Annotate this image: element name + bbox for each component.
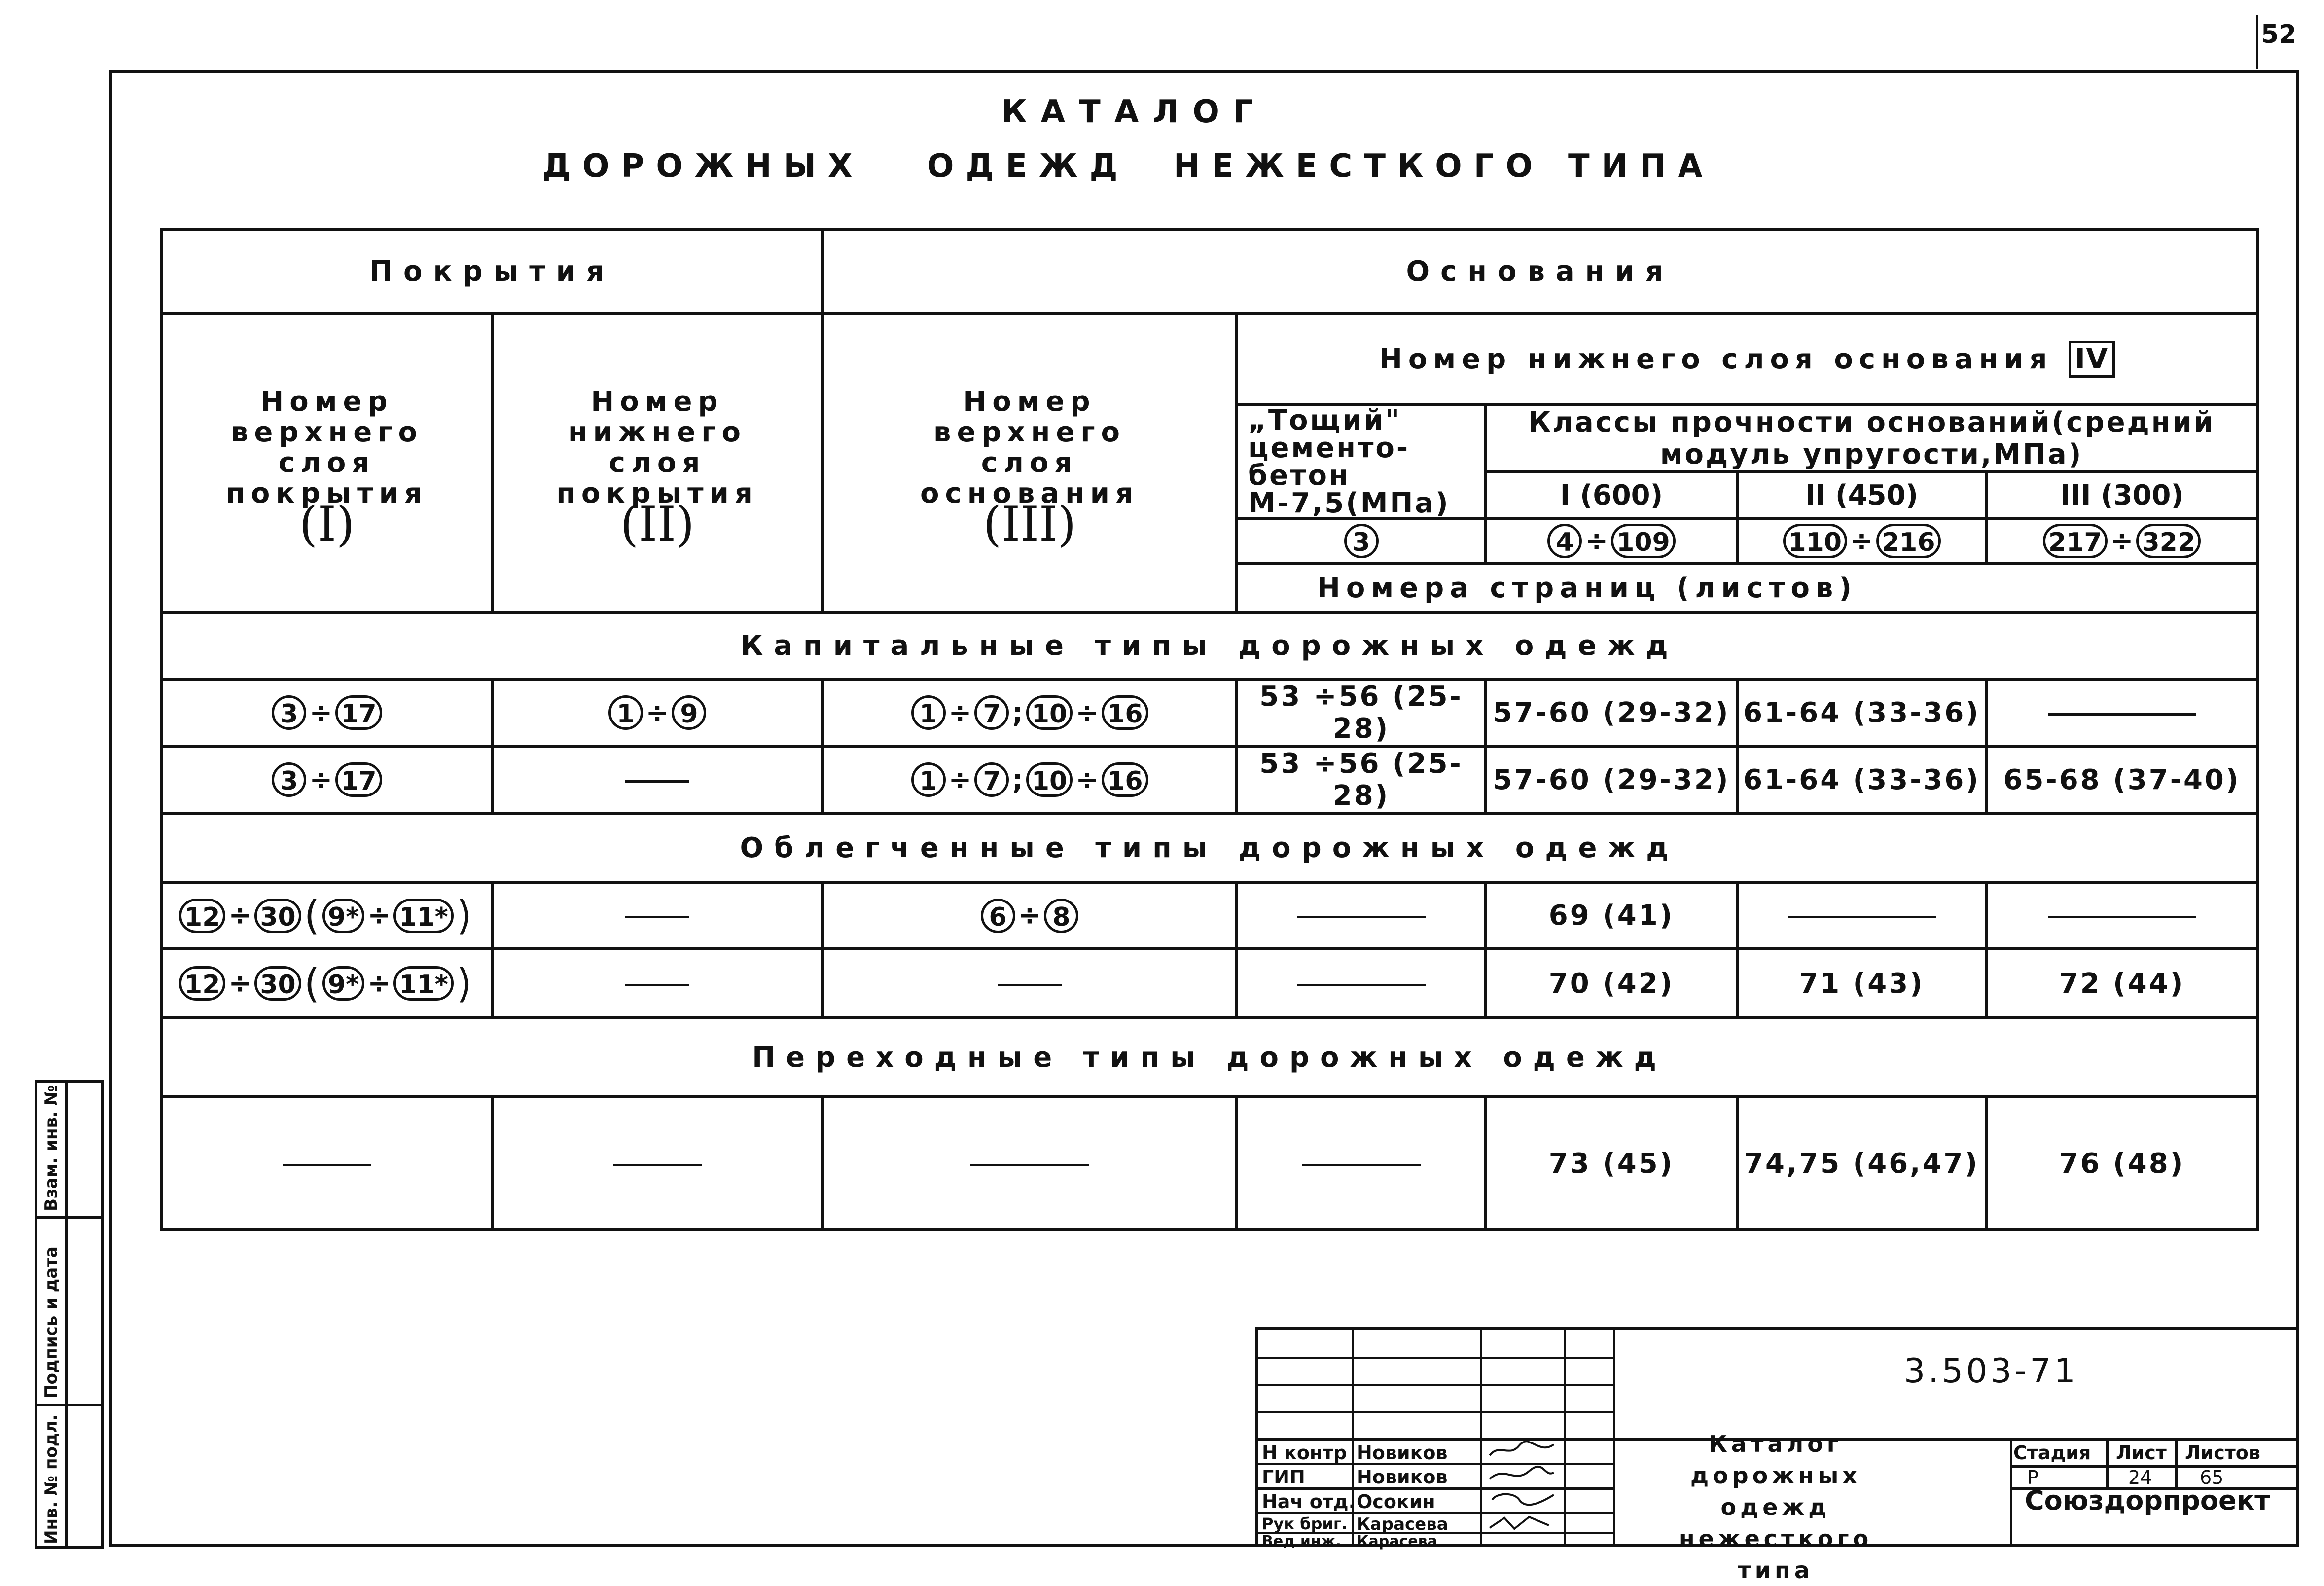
title-word-2: ОДЕЖД <box>927 148 1130 184</box>
cap1-lower-cover: 1 ÷ 9 <box>492 679 822 746</box>
header-lean-concrete: „Тощий" цементо- бетон М-7,5(МПа) <box>1237 405 1486 519</box>
tr1-lean <box>1237 1097 1486 1230</box>
sheets-value: 65 <box>2200 1467 2224 1488</box>
header-class-3: III (300) <box>1986 472 2257 519</box>
roman-numeral-3: (III) <box>983 496 1076 552</box>
signature-4 <box>1485 1513 1559 1533</box>
tr1-class-1: 73 (45) <box>1486 1097 1737 1230</box>
tr1-class-3: 76 (48) <box>1986 1097 2257 1230</box>
cap2-class-3: 65-68 (37-40) <box>1986 746 2257 813</box>
title-word-1: ДОРОЖНЫХ <box>542 148 864 184</box>
catalog-table <box>160 228 2259 1231</box>
organization: Союздорпроект <box>2025 1485 2270 1516</box>
section-capital: Капитальные типы дорожных одежд <box>162 613 2257 679</box>
page-number-divider <box>2256 15 2258 69</box>
document-code: 3.503-71 <box>1904 1352 2078 1391</box>
class-2-range: 110 ÷ 216 <box>1737 519 1986 563</box>
side-label-replace: Взам. инв. № <box>41 1085 61 1211</box>
cap1-upper-base: 1 ÷ 7 ; 10 ÷ 16 <box>822 679 1237 746</box>
name-5: Карасева <box>1357 1533 1437 1550</box>
header-lower-base-layer: Номер нижнего слоя основания IV <box>1237 313 2257 405</box>
cap2-class-1: 57-60 (29-32) <box>1486 746 1737 813</box>
signature-1 <box>1485 1441 1559 1460</box>
title-block-name: Каталог дорожных одежд нежесткого типа <box>1679 1431 1873 1584</box>
lt2-lean <box>1237 949 1486 1018</box>
title-word-4: ТИПА <box>1568 148 1715 184</box>
header-bases: Основания <box>822 229 2257 313</box>
lt2-upper-base <box>822 949 1237 1018</box>
signature-2 <box>1485 1465 1559 1485</box>
lt1-lower-cover <box>492 882 822 949</box>
cap1-class-2: 61-64 (33-36) <box>1737 679 1986 746</box>
lt1-class-1: 69 (41) <box>1486 882 1737 949</box>
cap2-upper-cover: 3 ÷ 17 <box>162 746 492 813</box>
header-coverings: Покрытия <box>162 229 822 313</box>
tr1-upper-cover <box>162 1097 492 1230</box>
roman-numeral-2: (II) <box>620 496 695 552</box>
lt2-class-3: 72 (44) <box>1986 949 2257 1018</box>
class-1-range: 4 ÷ 109 <box>1486 519 1737 563</box>
tr1-lower-cover <box>492 1097 822 1230</box>
title-word-3: НЕЖЕСТКОГО <box>1174 148 1544 184</box>
name-3: Осокин <box>1357 1491 1435 1513</box>
cap1-class-3 <box>1986 679 2257 746</box>
sheets-label: Листов <box>2185 1442 2260 1464</box>
role-3: Нач отд. <box>1262 1491 1356 1513</box>
header-upper-base-layer: Номер верхнего слоя основания (III) <box>822 313 1237 613</box>
tr1-upper-base <box>822 1097 1237 1230</box>
tr1-class-2: 74,75 (46,47) <box>1737 1097 1986 1230</box>
name-1: Новиков <box>1357 1442 1448 1464</box>
cap2-lean: 53 ÷56 (25-28) <box>1237 746 1486 813</box>
roman-numeral-4: IV <box>2069 341 2115 378</box>
lt2-lower-cover <box>492 949 822 1018</box>
header-lower-cover-layer: Номер нижнего слоя покрытия (II) <box>492 313 822 613</box>
side-strip <box>35 1080 104 1549</box>
stage-label: Стадия <box>2013 1442 2091 1464</box>
page-number: 52 <box>2261 20 2297 49</box>
role-5: Вед инж. <box>1262 1533 1341 1550</box>
signature-3 <box>1485 1490 1559 1510</box>
header-page-numbers: Номера страниц (листов) <box>1237 563 2257 613</box>
name-4: Карасева <box>1357 1514 1448 1534</box>
cap1-upper-cover: 3 ÷ 17 <box>162 679 492 746</box>
lt1-upper-base: 6 ÷ 8 <box>822 882 1237 949</box>
role-1: Н контр <box>1262 1442 1347 1464</box>
lt1-class-2 <box>1737 882 1986 949</box>
stage-value: Р <box>2027 1467 2038 1488</box>
side-label-sign: Подпись и дата <box>41 1246 61 1399</box>
cap2-upper-base: 1 ÷ 7 ; 10 ÷ 16 <box>822 746 1237 813</box>
name-2: Новиков <box>1357 1466 1448 1488</box>
header-class-1: I (600) <box>1486 472 1737 519</box>
cap1-lean: 53 ÷56 (25-28) <box>1237 679 1486 746</box>
lean-concrete-number: 3 <box>1237 519 1486 563</box>
role-2: ГИП <box>1262 1466 1305 1488</box>
header-upper-cover-layer: Номер верхнего слоя покрытия (I) <box>162 313 492 613</box>
header-strength-classes: Классы прочности оснований(средний модуль упругости,МПа) <box>1486 405 2257 472</box>
lt2-class-2: 71 (43) <box>1737 949 1986 1018</box>
lt1-class-3 <box>1986 882 2257 949</box>
lt2-class-1: 70 (42) <box>1486 949 1737 1018</box>
lt1-upper-cover: 12 ÷ 30 ( 9* ÷ 11* ) <box>162 882 492 949</box>
section-light: Облегченные типы дорожных одежд <box>162 813 2257 882</box>
title-block <box>1255 1327 2299 1584</box>
class-3-range: 217 ÷ 322 <box>1986 519 2257 563</box>
side-label-inv: Инв. № подл. <box>41 1414 61 1544</box>
title-line-1: КАТАЛОГ <box>1001 94 1267 130</box>
cap1-class-1: 57-60 (29-32) <box>1486 679 1737 746</box>
lt1-lean <box>1237 882 1486 949</box>
header-class-2: II (450) <box>1737 472 1986 519</box>
role-4: Рук бриг. <box>1262 1514 1348 1533</box>
cap2-class-2: 61-64 (33-36) <box>1737 746 1986 813</box>
section-transitional: Переходные типы дорожных одежд <box>162 1018 2257 1097</box>
sheet-value: 24 <box>2128 1467 2152 1488</box>
cap2-lower-cover <box>492 746 822 813</box>
sheet-label: Лист <box>2116 1442 2167 1464</box>
roman-numeral-1: (I) <box>299 496 355 552</box>
lt2-upper-cover: 12 ÷ 30 ( 9* ÷ 11* ) <box>162 949 492 1018</box>
